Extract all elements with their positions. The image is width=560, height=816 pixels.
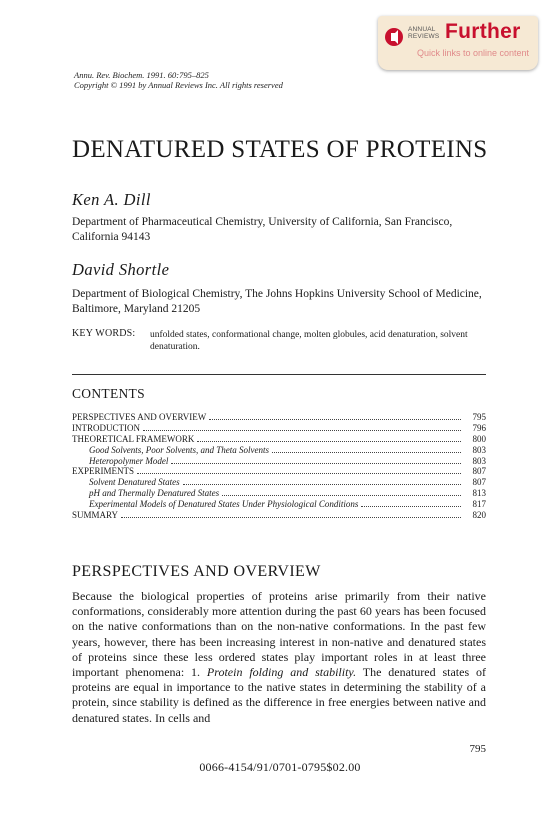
author-affiliation: Department of Pharmaceutical Chemistry, University of California, San Francisco, California 94143 xyxy=(72,216,453,243)
footer-code: 0066-4154/91/0701-0795$02.00 xyxy=(199,760,361,774)
page-number: 795 xyxy=(469,743,486,755)
toc-subentry[interactable] xyxy=(72,456,486,467)
toc-entry-page: 800 xyxy=(472,433,486,444)
toc-entry-page: 817 xyxy=(472,499,486,510)
body-text-start: Because the biological properties of proteins arise primarily from their native conformations, considerably more attention during the past 60 years has been focused on the native conformations than on the non-native conformations. In the past few years, however, there has been increasing interest in non-native and denatured states of proteins since these less ordered states play important roles in at least three important phenomena: 1. xyxy=(72,589,486,680)
table-of-contents xyxy=(72,412,486,521)
toc-entry-page: 796 xyxy=(472,422,486,433)
toc-entry-page: 813 xyxy=(472,488,486,499)
toc-entry-label: EXPERIMENTS xyxy=(72,466,135,477)
further-badge[interactable] xyxy=(378,16,538,70)
toc-entry-label: Solvent Denatured States xyxy=(89,477,180,488)
further-label: Further xyxy=(445,20,521,43)
toc-entry-page: 795 xyxy=(472,412,486,422)
citation-line-1: Annu. Rev. Biochem. 1991. 60:795–825 xyxy=(74,70,209,80)
author-affiliation: Department of Biological Chemistry, The Johns Hopkins University School of Medicine, Baltimore, Maryland 21205 xyxy=(72,288,482,315)
toc-entry-page: 820 xyxy=(472,510,486,521)
toc-entry-label: INTRODUCTION xyxy=(72,422,140,433)
toc-entry[interactable] xyxy=(72,412,486,423)
toc-leader-dots xyxy=(222,488,461,496)
keywords-text: unfolded states, conformational change, molten globules, acid denaturation, solvent denaturation. xyxy=(150,330,468,352)
toc-entry[interactable] xyxy=(72,466,486,477)
toc-entry-label: Experimental Models of Denatured States Under Physiological Conditions xyxy=(89,499,359,510)
toc-entry-label: PERSPECTIVES AND OVERVIEW xyxy=(72,412,207,422)
toc-entry-page: 803 xyxy=(472,455,486,466)
toc-subentry[interactable] xyxy=(72,488,486,499)
article-title: DENATURED STATES OF PROTEINS xyxy=(72,136,488,163)
toc-leader-dots xyxy=(171,456,461,464)
contents-title: CONTENTS xyxy=(72,386,145,401)
toc-entry-label: Good Solvents, Poor Solvents, and Theta Solvents xyxy=(89,444,269,455)
author-name: Ken A. Dill xyxy=(72,190,151,209)
body-paragraph xyxy=(72,589,486,726)
citation-line-2: Copyright © 1991 by Annual Reviews Inc. All rights reserved xyxy=(74,80,283,90)
toc-entry-page: 807 xyxy=(472,477,486,488)
annual-reviews-label: ANNUAL REVIEWS xyxy=(408,26,440,40)
toc-leader-dots xyxy=(209,412,461,420)
keywords-label: KEY WORDS: xyxy=(72,328,136,339)
toc-leader-dots xyxy=(183,477,461,485)
toc-leader-dots xyxy=(143,423,461,431)
speaker-arrow-icon xyxy=(385,28,403,46)
toc-entry[interactable] xyxy=(72,510,486,521)
author-name: David Shortle xyxy=(72,260,170,279)
toc-leader-dots xyxy=(272,445,461,453)
section-heading: PERSPECTIVES AND OVERVIEW xyxy=(72,563,321,580)
toc-leader-dots xyxy=(137,466,461,474)
section-divider xyxy=(72,374,486,375)
toc-entry-label: pH and Thermally Denatured States xyxy=(89,488,220,499)
toc-entry[interactable] xyxy=(72,434,486,445)
toc-entry-page: 807 xyxy=(472,466,486,477)
toc-entry-label: SUMMARY xyxy=(72,510,119,521)
toc-entry[interactable] xyxy=(72,423,486,434)
toc-entry-label: Heteropolymer Model xyxy=(89,455,169,466)
toc-subentry[interactable] xyxy=(72,477,486,488)
toc-subentry[interactable] xyxy=(72,445,486,456)
toc-leader-dots xyxy=(121,510,461,518)
toc-subentry[interactable] xyxy=(72,499,486,510)
toc-leader-dots xyxy=(361,499,461,507)
toc-entry-page: 803 xyxy=(472,444,486,455)
journal-citation xyxy=(74,70,283,90)
body-text-end: The denatured states of proteins are equal in importance to the native states in determining the stability of a protein, since stability is defined as the difference in free energies between native and denatured states. In cells and xyxy=(72,665,486,725)
toc-entry-label: THEORETICAL FRAMEWORK xyxy=(72,433,195,444)
body-text-emphasis: Protein folding and stability. xyxy=(206,665,357,680)
toc-leader-dots xyxy=(197,434,461,442)
quick-links-label: Quick links to online content xyxy=(417,48,530,58)
